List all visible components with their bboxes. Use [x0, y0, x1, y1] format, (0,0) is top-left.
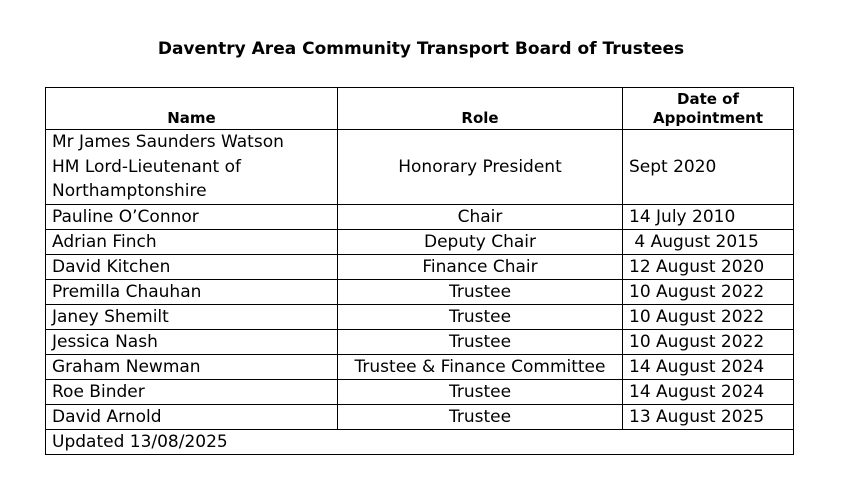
header-name: Name — [46, 88, 338, 130]
name-cell: Adrian Finch — [46, 229, 338, 254]
table-footer-row — [46, 429, 794, 454]
table-row — [46, 279, 794, 304]
role-cell: Trustee — [338, 329, 623, 354]
role-cell: Trustee — [338, 404, 623, 429]
header-date-of-appointment — [623, 88, 794, 130]
role-cell: Trustee — [338, 279, 623, 304]
role-cell: Trustee — [338, 304, 623, 329]
name-cell: Graham Newman — [46, 354, 338, 379]
role-cell: Trustee & Finance Committee — [338, 354, 623, 379]
name-cell: Premilla Chauhan — [46, 279, 338, 304]
table-row — [46, 254, 794, 279]
name-line: HM Lord-Lieutenant of — [52, 156, 242, 177]
name-cell: Janey Shemilt — [46, 304, 338, 329]
role-cell: Finance Chair — [338, 254, 623, 279]
date-cell: 10 August 2022 — [623, 279, 794, 304]
header-date-line2: Appointment — [652, 109, 764, 127]
table-row — [46, 130, 794, 205]
date-cell: 14 July 2010 — [623, 204, 794, 229]
role-cell: Chair — [338, 204, 623, 229]
role-cell: Deputy Chair — [338, 229, 623, 254]
table-row — [46, 404, 794, 429]
table-row — [46, 304, 794, 329]
name-cell: David Kitchen — [46, 254, 338, 279]
trustees-table — [45, 87, 794, 455]
name-cell: Jessica Nash — [46, 329, 338, 354]
date-cell: 14 August 2024 — [623, 354, 794, 379]
document-title: Daventry Area Community Transport Board of Trustees — [157, 39, 685, 59]
name-line: Mr James Saunders Watson — [52, 132, 284, 152]
header-date-line1: Date of — [677, 90, 739, 108]
name-line: Northamptonshire — [52, 181, 207, 201]
table-row — [46, 354, 794, 379]
name-cell: Pauline O’Connor — [46, 204, 338, 229]
role-cell: Honorary President — [338, 130, 623, 205]
table-row — [46, 329, 794, 354]
date-cell: Sept 2020 — [623, 130, 794, 205]
table-row — [46, 379, 794, 404]
date-cell: 14 August 2024 — [623, 379, 794, 404]
table-header-row — [46, 88, 794, 130]
date-cell: 10 August 2022 — [623, 304, 794, 329]
date-cell: 4 August 2015 — [623, 229, 794, 254]
table-row — [46, 204, 794, 229]
role-cell: Trustee — [338, 379, 623, 404]
name-cell — [46, 130, 338, 205]
name-cell: Roe Binder — [46, 379, 338, 404]
date-cell: 10 August 2022 — [623, 329, 794, 354]
table-row — [46, 229, 794, 254]
date-cell: 13 August 2025 — [623, 404, 794, 429]
name-cell: David Arnold — [46, 404, 338, 429]
header-role: Role — [338, 88, 623, 130]
date-cell: 12 August 2020 — [623, 254, 794, 279]
updated-note: Updated 13/08/2025 — [46, 429, 794, 454]
